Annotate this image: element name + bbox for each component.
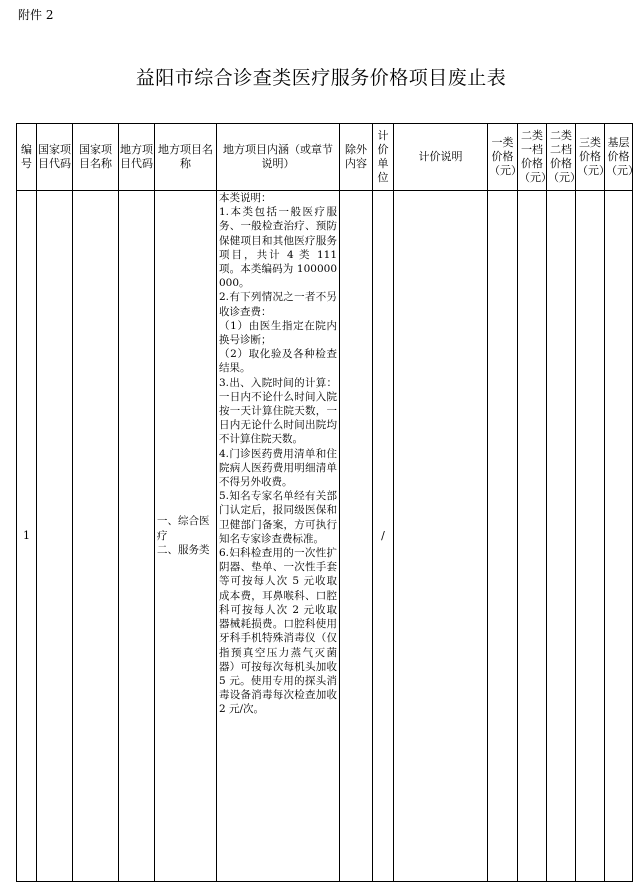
- header-excluded: 除外内容: [340, 124, 373, 191]
- header-price-primary: 基层价格（元）: [605, 124, 633, 191]
- cell-excluded: [340, 191, 373, 882]
- content-line: （1）由医生指定在院内换号诊断；: [219, 319, 337, 347]
- header-price-class3: 三类价格（元）: [576, 124, 605, 191]
- header-row: [17, 124, 633, 191]
- header-price-class1: 一类价格（元）: [488, 124, 518, 191]
- document-title: 益阳市综合诊查类医疗服务价格项目废止表: [135, 67, 507, 89]
- abolished-items-table: [16, 123, 639, 882]
- header-pricing-note: 计价说明: [394, 124, 488, 191]
- header-price-class2-tier1: 二类一档价格（元）: [518, 124, 547, 191]
- cell-price-primary: [605, 191, 633, 882]
- cell-price-class3: [576, 191, 605, 882]
- header-local-name: 地方项目名称: [155, 124, 217, 191]
- header-national-name: 国家项目名称: [73, 124, 119, 191]
- cell-local-name: [155, 191, 217, 882]
- content-line: 4.门诊医药费用清单和住院病人医药费用明细清单不得另外收费。: [219, 447, 337, 489]
- header-national-code: 国家项目代码: [37, 124, 73, 191]
- header-price-class2-tier2: 二类二档价格（元）: [547, 124, 576, 191]
- header-number: 编号: [17, 124, 37, 191]
- cell-price-class2-tier2: [547, 191, 576, 882]
- content-line: 2.有下列情况之一者不另收诊查费：: [219, 291, 337, 318]
- header-local-content: 地方项目内涵（或章节说明）: [217, 124, 340, 191]
- cell-pricing-note: [394, 191, 488, 882]
- annex-label: 附件 2: [18, 8, 54, 22]
- local-name-line: 一、综合医疗: [157, 515, 210, 542]
- content-line: 本类说明：: [219, 192, 272, 204]
- cell-local-content: [217, 191, 340, 882]
- cell-national-name: [73, 191, 119, 882]
- content-line: 1.本类包括一般医疗服务、一般检查治疗、预防保健项目和其他医疗服务项目，共计 4 类 111 项。本类编码为 100000000。: [219, 206, 337, 290]
- header-local-code: 地方项目代码: [119, 124, 155, 191]
- content-line: 5.知名专家名单经有关部门认定后，报同级医保和卫健部门备案，方可执行知名专家诊查费标准。: [219, 490, 337, 545]
- cell-national-code: [37, 191, 73, 882]
- content-line: （2）取化验及各种检查结果。: [219, 348, 337, 375]
- local-name-line: 二、服务类: [157, 544, 210, 557]
- cell-unit: /: [373, 191, 394, 882]
- content-line: 3.出、入院时间的计算：一日内不论什么时间入院按一天计算住院天数，一日内无论什么时间出院均不计算住院天数。: [219, 376, 337, 446]
- cell-local-code: [119, 191, 155, 882]
- cell-price-class2-tier1: [518, 191, 547, 882]
- cell-number: 1: [17, 191, 37, 882]
- header-unit: 计价单位: [373, 124, 394, 191]
- content-line: 6.妇科检查用的一次性扩阴器、垫单、一次性手套等可按每人次 5 元收取成本费，耳鼻喉科、口腔科可按每人次 2 元收取器械耗损费。口腔科使用牙科手机特殊消毒仪（仅指预真空压力蒸气灭菌器）可按每次每机头加收 5 元。使用专用的探头消毒设备消毒每次检查加收 2 元/次。: [219, 547, 337, 716]
- cell-price-class1: [488, 191, 518, 882]
- table-row: [17, 191, 633, 882]
